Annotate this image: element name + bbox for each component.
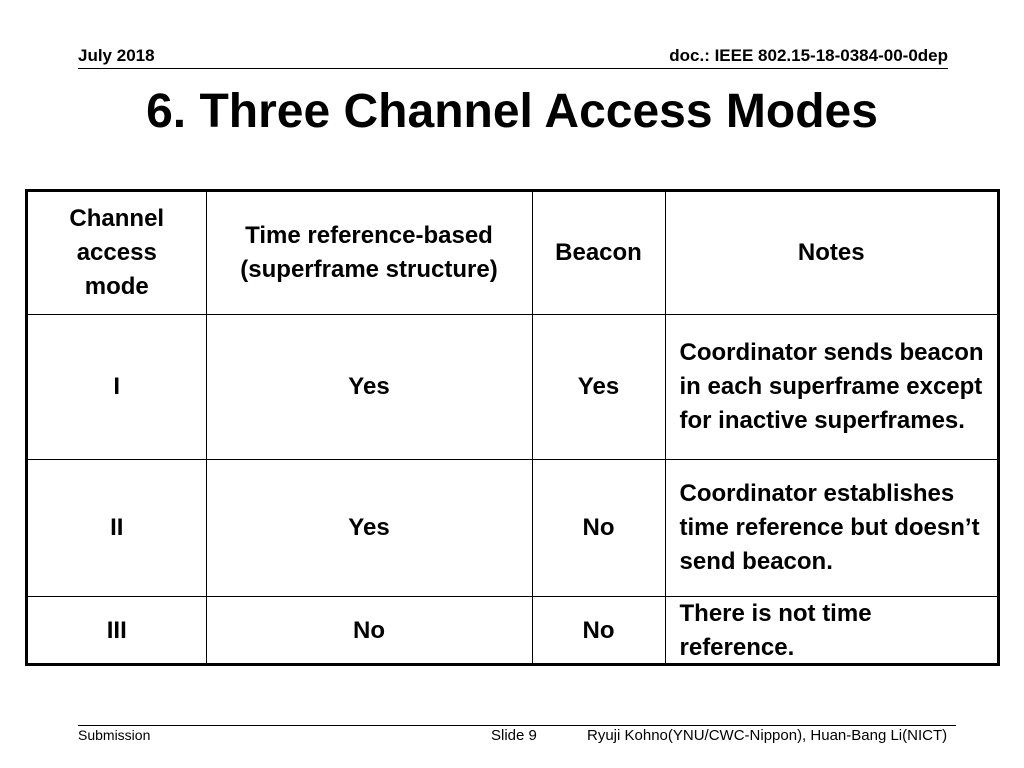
column-header-notes: Notes xyxy=(665,192,997,314)
cell-time-reference: Yes xyxy=(206,459,532,596)
cell-time-reference: No xyxy=(206,596,532,666)
slide-title: 6. Three Channel Access Modes xyxy=(146,85,878,138)
column-header-beacon: Beacon xyxy=(532,192,665,314)
header-doc-id: doc.: IEEE 802.15-18-0384-00-0dep xyxy=(669,46,948,65)
table-row xyxy=(28,596,997,666)
footer-divider xyxy=(78,725,956,726)
slide-header xyxy=(78,46,948,69)
cell-beacon: No xyxy=(532,596,665,666)
table-header-row xyxy=(28,192,997,314)
cell-notes: Coordinator sends beacon in each superframe except for inactive superframes. xyxy=(665,314,997,459)
footer-slide-number: Slide 9 xyxy=(491,727,537,744)
footer-authors: Ryuji Kohno(YNU/CWC-Nippon), Huan-Bang Li(NICT) xyxy=(587,727,948,744)
footer-submission: Submission xyxy=(78,727,151,743)
cell-notes: There is not time reference. xyxy=(665,596,997,666)
cell-mode: II xyxy=(28,459,206,596)
channel-access-table xyxy=(25,189,1000,666)
cell-time-reference: Yes xyxy=(206,314,532,459)
column-header-mode: Channel access mode xyxy=(28,192,206,314)
header-date: July 2018 xyxy=(78,46,155,65)
cell-mode: III xyxy=(28,596,206,666)
cell-mode: I xyxy=(28,314,206,459)
table-row xyxy=(28,459,997,596)
cell-beacon: No xyxy=(532,459,665,596)
cell-notes: Coordinator establishes time reference but doesn’t send beacon. xyxy=(665,459,997,596)
cell-beacon: Yes xyxy=(532,314,665,459)
column-header-time-reference: Time reference-based (superframe structure) xyxy=(206,192,532,314)
table-row xyxy=(28,314,997,459)
